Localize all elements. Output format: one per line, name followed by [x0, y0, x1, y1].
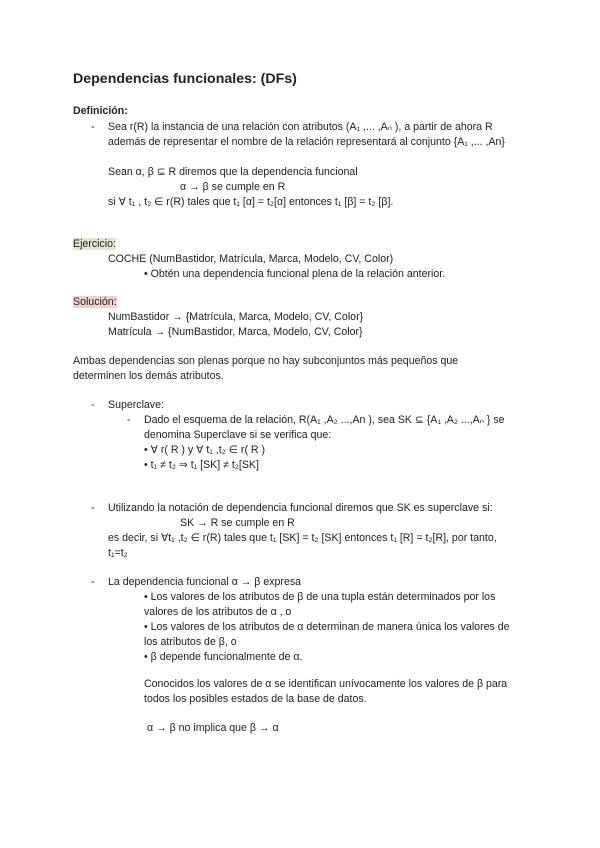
superclave-bullet-2: • t₁ ≠ t₂ ⇒ t₁ [SK] ≠ t₂[SK] [144, 459, 259, 471]
sean-line-1: Sean α, β ⊆ R diremos que la dependencia funcional [108, 166, 358, 178]
definicion-line-2: además de representar el nombre de la relación representará al conjunto {A₁ ,... ,An} [108, 136, 505, 148]
solucion-label-text: Solución: [73, 296, 117, 308]
superclave-sub-1: Dado el esquema de la relación, R(A₁ ,A₂ ...,An ), sea SK ⊆ {A₁ ,A₂ ...,Aₙ } se [144, 414, 505, 426]
utilizando-line-1: Utilizando la notación de dependencia funcional diremos que SK es superclave si: [108, 502, 493, 514]
list-dash: - [91, 576, 95, 588]
dependencia-label: La dependencia funcional α → β expresa [108, 576, 302, 588]
page-title: Dependencias funcionales: (DFs) [73, 71, 297, 87]
superclave-sub-2: denomina Superclave si se verifica que: [144, 429, 332, 441]
solucion-line-1: NumBastidor → {Matrícula, Marca, Modelo, CV, Color} [108, 311, 364, 323]
list-dash: - [91, 399, 95, 411]
superclave-bullet-1: • ∀ r( R ) y ∀ t₁ ,t₂ ∈ r( R ) [144, 444, 266, 456]
definicion-line-1: Sea r(R) la instancia de una relación con atributos (A₁ ,... ,Aₙ ), a partir de ahora R [108, 121, 493, 133]
conocidos-line-2: todos los posibles estados de la base de datos. [144, 693, 367, 705]
dependencia-bullet-1: • Los valores de los atributos de β de una tupla están determinados por los [144, 591, 496, 603]
dependencia-bullet-3: • β depende funcionalmente de α. [144, 651, 303, 663]
coche-relation: COCHE (NumBastidor, Matrícula, Marca, Modelo, CV, Color) [108, 253, 394, 265]
list-dash: - [91, 502, 95, 514]
list-dash: - [127, 414, 131, 426]
list-dash: - [91, 121, 95, 133]
final-statement: α → β no implica que β → α [147, 722, 279, 734]
superclave-label: Superclave: [108, 399, 164, 411]
definicion-heading: Definición: [73, 105, 128, 117]
ejercicio-label-text: Ejercicio: [73, 238, 116, 250]
ambas-line-1: Ambas dependencias son plenas porque no hay subconjuntos más pequeños que [73, 355, 459, 367]
ambas-line-2: determinen los demás atributos. [73, 370, 224, 382]
utilizando-line-2: SK → R se cumple en R [180, 517, 295, 529]
sean-line-2: α → β se cumple en R [180, 181, 286, 193]
dependencia-bullet-2-cont: los atributos de β, o [144, 636, 237, 648]
solucion-line-2: Matrícula → {NumBastidor, Marca, Modelo, CV, Color} [108, 326, 363, 338]
utilizando-line-3: es decir, si ∀t₁ ,t₂ ∈ r(R) tales que t₁ [SK] = t₂ [SK] entonces t₁ [R] = t₂[R], por tanto, [108, 532, 497, 544]
solucion-label [73, 295, 117, 310]
utilizando-line-4: t₁=t₂ [108, 547, 128, 559]
sean-line-3: si ∀ t₁ , t₂ ∈ r(R) tales que t₁ [α] = t₂[α] entonces t₁ [β] = t₂ [β]. [108, 196, 394, 208]
ejercicio-bullet: • Obtén una dependencia funcional plena de la relación anterior. [144, 268, 446, 280]
ejercicio-label [73, 237, 116, 252]
conocidos-line-1: Conocidos los valores de α se identifican unívocamente los valores de β para [144, 678, 508, 690]
dependencia-bullet-1-cont: valores de los atributos de α , o [144, 606, 292, 618]
dependencia-bullet-2: • Los valores de los atributos de α determinan de manera única los valores de [144, 621, 510, 633]
